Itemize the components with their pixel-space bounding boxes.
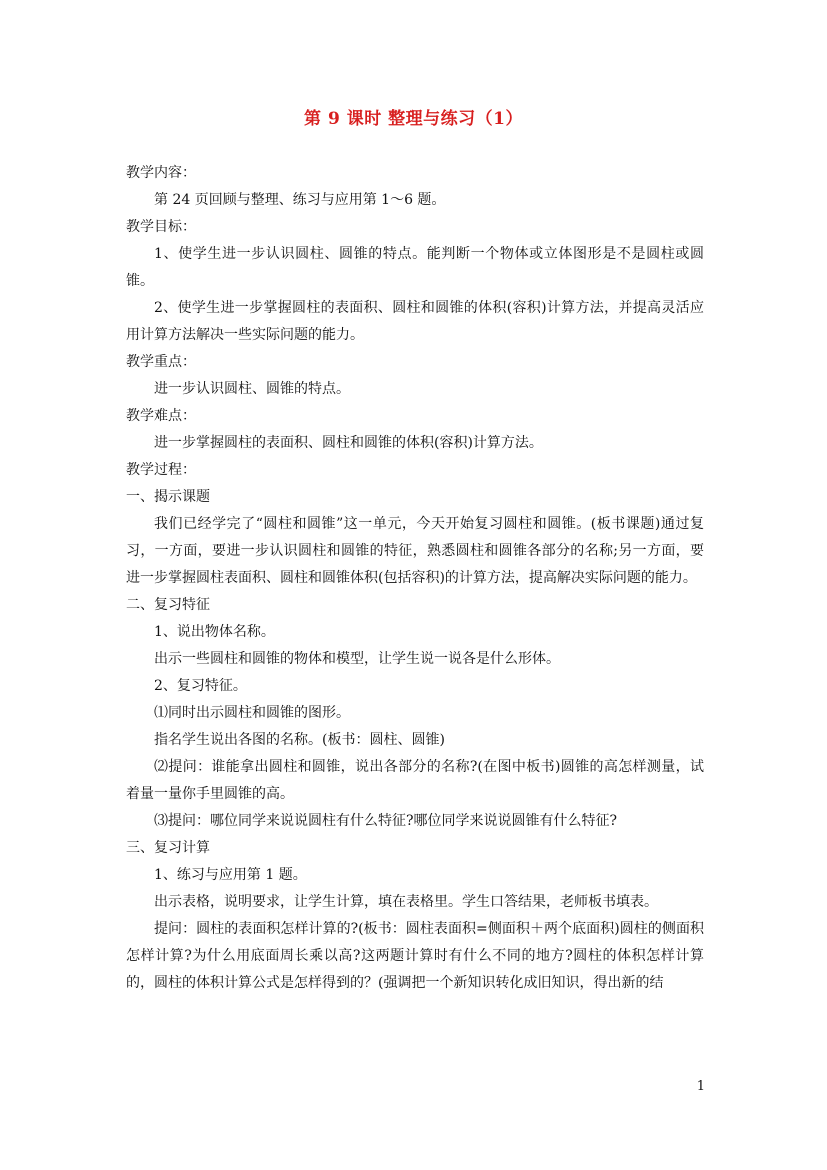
paragraph: 教学重点： xyxy=(126,354,196,370)
paragraph: 指名学生说出各图的名称。(板书：圆柱、圆锥) xyxy=(154,732,445,748)
paragraph: 2、复习特征。 xyxy=(154,678,247,694)
paragraph: ⑶提问：哪位同学来说说圆柱有什么特征?哪位同学来说说圆锥有什么特征? xyxy=(154,813,618,829)
paragraph: 二、复习特征 xyxy=(126,597,210,613)
paragraph: 出示一些圆柱和圆锥的物体和模型，让学生说一说各是什么形体。 xyxy=(154,651,560,667)
paragraph: 教学过程： xyxy=(126,462,196,478)
paragraph: 一、揭示课题 xyxy=(126,489,210,505)
paragraph: 1、说出物体名称。 xyxy=(154,624,275,640)
paragraph: ⑴同时出示圆柱和圆锥的图形。 xyxy=(154,705,350,721)
paragraph: 提问：圆柱的表面积怎样计算的?(板书：圆柱表面积=侧面积＋两个底面积)圆柱的侧面积怎样计算?为什么用底面周长乘以高?这两题计算时有什么不同的地方?圆柱的体积怎样计算的，圆柱的体积计算公式是怎样得到的？(强调把一个新知识转化成旧知识，得出新的结 xyxy=(126,921,704,991)
paragraph: 1、使学生进一步认识圆柱、圆锥的特点。能判断一个物体或立体图形是不是圆柱或圆锥。 xyxy=(126,246,704,289)
paragraph: 2、使学生进一步掌握圆柱的表面积、圆柱和圆锥的体积(容积)计算方法，并提高灵活应用计算方法解决一些实际问题的能力。 xyxy=(126,300,704,343)
paragraph: 三、复习计算 xyxy=(126,840,210,856)
paragraph: ⑵提问：谁能拿出圆柱和圆锥，说出各部分的名称?(在图中板书)圆锥的高怎样测量，试着量一量你手里圆锥的高。 xyxy=(126,759,704,802)
paragraph: 出示表格，说明要求，让学生计算，填在表格里。学生口答结果，老师板书填表。 xyxy=(154,894,658,910)
paragraph: 进一步认识圆柱、圆锥的特点。 xyxy=(154,381,350,397)
paragraph: 教学内容： xyxy=(126,165,196,181)
paragraph: 我们已经学完了“圆柱和圆锥”这一单元，今天开始复习圆柱和圆锥。(板书课题)通过复习，一方面，要进一步认识圆柱和圆锥的特征，熟悉圆柱和圆锥各部分的名称;另一方面，要进一步掌握圆柱表面积、圆柱和圆锥体积(包括容积)的计算方法，提高解决实际问题的能力。 xyxy=(126,516,704,586)
page-number: 1 xyxy=(696,1079,705,1094)
paragraph: 进一步掌握圆柱的表面积、圆柱和圆锥的体积(容积)计算方法。 xyxy=(154,435,543,451)
paragraph: 教学难点： xyxy=(126,408,196,424)
paragraph: 1、练习与应用第 1 题。 xyxy=(154,867,307,883)
paragraph: 教学目标： xyxy=(126,219,196,235)
lesson-body xyxy=(126,160,704,997)
paragraph: 第 24 页回顾与整理、练习与应用第 1～6 题。 xyxy=(154,192,446,208)
lesson-title: 第 9 课时 整理与练习（1） xyxy=(304,109,523,129)
